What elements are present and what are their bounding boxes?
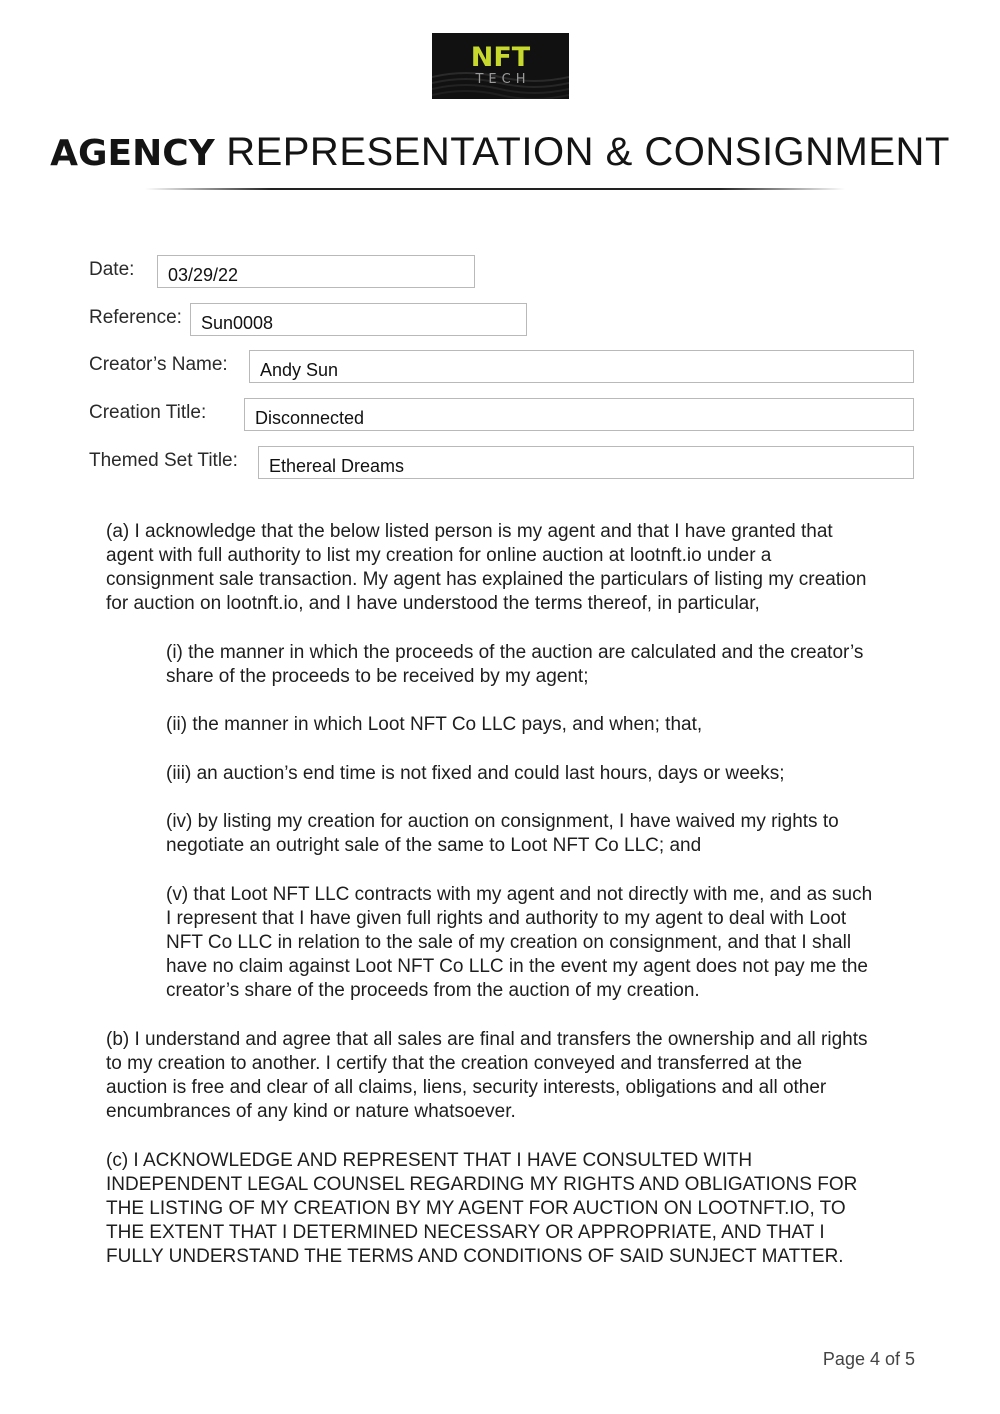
clause-iv-line: negotiate an outright sale of the same to Loot NFT Co LLC; and [166,835,702,856]
reference-field[interactable]: Sun0008 [190,303,527,336]
clause-ii-line: (ii) the manner in which Loot NFT Co LLC pays, and when; that, [166,714,703,735]
page-number: Page 4 of 5 [822,1349,915,1369]
creation-title-label: Creation Title: [89,402,207,423]
themed-set-title-label: Themed Set Title: [89,450,238,471]
clause-c-line: THE EXTENT THAT I DETERMINED NECESSARY OR APPROPRIATE, AND THAT I [106,1222,825,1243]
creator-name-label: Creator’s Name: [89,354,228,375]
clause-iv-line: (iv) by listing my creation for auction on consignment, I have waived my rights to [166,811,839,832]
clause-c-line: (c) I ACKNOWLEDGE AND REPRESENT THAT I HAVE CONSULTED WITH [106,1150,753,1171]
logo-tech-text: TECH [475,72,531,87]
clause-iii [166,762,936,786]
creation-title-field[interactable]: Disconnected [244,398,914,431]
clause-a [106,520,936,616]
themed-set-title-field[interactable]: Ethereal Dreams [258,446,914,479]
clause-a-line: for auction on lootnft.io, and I have understood the terms thereof, in particular, [106,593,760,614]
nft-tech-logo [432,33,569,99]
clause-v-line: creator’s share of the proceeds from the auction of my creation. [166,980,700,1001]
clause-b [106,1028,936,1124]
clause-v-line: have no claim against Loot NFT Co LLC in the event my agent does not pay me the [166,956,868,977]
clause-i [166,641,936,689]
clause-ii [166,713,936,737]
clause-a-line: (a) I acknowledge that the below listed person is my agent and that I have granted that [106,521,833,542]
title-strong-word: AGENCY [50,133,215,174]
date-label: Date: [89,259,135,280]
clause-a-line: agent with full authority to list my creation for online auction at lootnft.io under a [106,545,772,566]
clause-i-line: share of the proceeds to be received by my agent; [166,666,589,687]
clause-a-line: consignment sale transaction. My agent has explained the particulars of listing my creation [106,569,867,590]
clause-v-line: NFT Co LLC in relation to the sale of my creation on consignment, and that I shall [166,932,852,953]
clause-c-line: THE LISTING OF MY CREATION BY MY AGENT FOR AUCTION ON LOOTNFT.IO, TO [106,1198,846,1219]
clause-i-line: (i) the manner in which the proceeds of the auction are calculated and the creator’s [166,642,864,663]
title-light-words: REPRESENTATION & CONSIGNMENT [226,130,950,174]
clause-b-line: (b) I understand and agree that all sales are final and transfers the ownership and all rights [106,1029,868,1050]
clause-b-line: to my creation to another. I certify that the creation conveyed and transferred at the [106,1053,803,1074]
clause-b-line: encumbrances of any kind or nature whatsoever. [106,1101,516,1122]
creator-name-field[interactable]: Andy Sun [249,350,914,383]
title-divider [145,188,845,190]
document-title [0,128,1000,178]
clause-c [106,1149,936,1269]
clause-v-line: (v) that Loot NFT LLC contracts with my agent and not directly with me, and as such [166,884,873,905]
logo-nft-text: NFT [470,42,531,73]
reference-label: Reference: [89,307,182,328]
clause-b-line: auction is free and clear of all claims, liens, security interests, obligations and all other [106,1077,827,1098]
date-field[interactable]: 03/29/22 [157,255,475,288]
clause-iii-line: (iii) an auction’s end time is not fixed and could last hours, days or weeks; [166,763,785,784]
clause-c-line: INDEPENDENT LEGAL COUNSEL REGARDING MY RIGHTS AND OBLIGATIONS FOR [106,1174,858,1195]
clause-v [166,883,936,1003]
clause-iv [166,810,936,858]
clause-c-line: FULLY UNDERSTAND THE TERMS AND CONDITIONS OF SAID SUNJECT MATTER. [106,1246,844,1267]
clause-v-line: I represent that I have given full rights and authority to my agent to deal with Loot [166,908,847,929]
